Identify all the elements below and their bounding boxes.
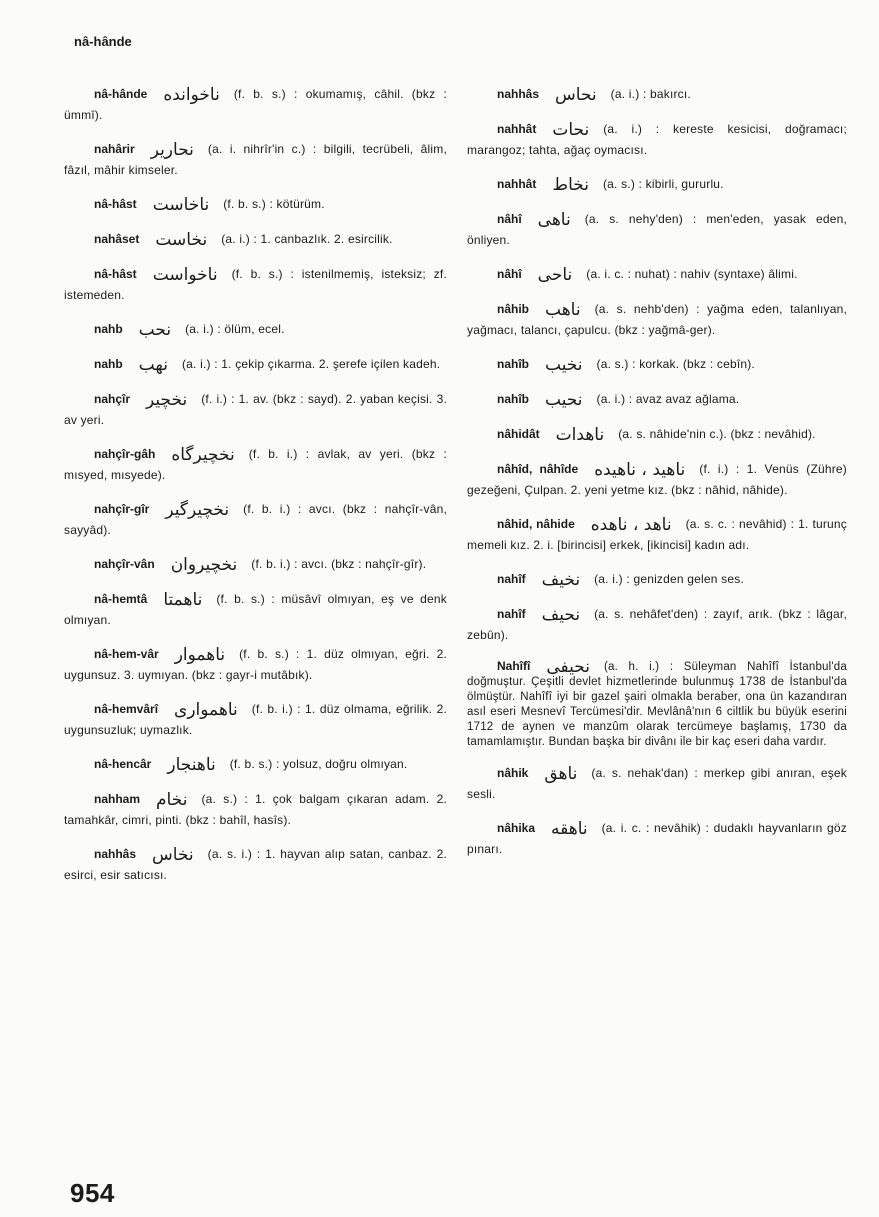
entry-definition: (a. s. nehâfet'den) : zayıf, arık. (bkz : lâgar, zebûn). (467, 607, 847, 642)
entry-definition: (a. s. c. : nevâhid) : 1. turunç memeli kız. 2. i. [birincisi] erkek, [ikincisi] kadın adı. (467, 517, 847, 552)
entry-definition: (a. i.) : bakırcı. (610, 87, 691, 101)
entry-headword: Nahîfî (497, 659, 531, 673)
dictionary-entry (467, 569, 847, 590)
entry-definition: (a. i.) : kereste kesicisi, doğramacı; marangoz; tahta, ağaç oymacısı. (467, 122, 847, 157)
entry-headword: nâ-hânde (94, 87, 148, 101)
entry-definition: (a. s. nâhide'nin c.). (bkz : nevâhid). (618, 427, 816, 441)
dictionary-entry (467, 354, 847, 375)
entry-arabic-script: ناهی (537, 210, 571, 230)
dictionary-entry (64, 554, 447, 575)
entry-headword: nahîb (497, 357, 529, 371)
entry-headword: nahârir (94, 142, 135, 156)
dictionary-entry (467, 818, 847, 859)
dictionary-entry (467, 424, 847, 445)
entry-arabic-script: ناهمتا (163, 590, 203, 610)
entry-headword: nâ-hâst (94, 197, 137, 211)
entry-definition: (f. i.) : 1. av. (bkz : sayd). 2. yaban keçisi. 3. av yeri. (64, 392, 447, 427)
dictionary-entry (467, 459, 847, 500)
entry-arabic-script: نحاس (555, 85, 597, 105)
dictionary-entry (467, 659, 847, 749)
dictionary-entry (467, 174, 847, 195)
entry-definition: (a. i.) : avaz avaz ağlama. (596, 392, 740, 406)
entry-arabic-script: ناهق (544, 764, 578, 784)
entry-arabic-script: نخاست (155, 230, 208, 250)
entry-headword: nahçîr-gîr (94, 502, 150, 516)
entry-arabic-script: ناهنجار (167, 755, 216, 775)
dictionary-entry (64, 644, 447, 685)
entry-headword: nahhât (497, 177, 537, 191)
dictionary-entry (64, 754, 447, 775)
dictionary-entry (64, 139, 447, 180)
entry-headword: nahîb (497, 392, 529, 406)
right-column (467, 84, 847, 873)
entry-definition: (f. b. s.) : müsâvî olmıyan, eş ve denk olmıyan. (64, 592, 447, 627)
entry-arabic-script: ناحی (537, 265, 573, 285)
left-column (64, 84, 447, 899)
entry-arabic-script: ناهد ، ناهده (590, 515, 672, 535)
entry-headword: nâ-hemvârî (94, 702, 159, 716)
entry-headword: nahçîr-vân (94, 557, 155, 571)
entry-definition: (f. b. i.) : 1. düz olmama, eğrilik. 2. uygunsuzluk; uymazlık. (64, 702, 447, 737)
entry-definition: (f. b. s.) : yolsuz, doğru olmıyan. (229, 757, 408, 771)
entry-headword: nahâset (94, 232, 140, 246)
entry-headword: nahb (94, 357, 123, 371)
entry-definition: (a. s.) : korkak. (bkz : cebîn). (596, 357, 755, 371)
entry-definition: (a. s.) : kibirli, gururlu. (602, 177, 724, 191)
entry-definition: (a. h. i.) : Süleyman Nahîfî İstanbul'da doğmuştur. Çeşitli devlet hizmetlerinde bulunmuş 1738 de İstanbul'da ölmüştür. Nahîfî iyi bir gazel şairi olmakla beraber, ona ün kazandıran asıl eseri Mesnevî Tercümesi'dir. Mevlânâ'nın 6 ciltlik bu büyük eserini 1712 de aynen ve manzûm olarak tercümeye başlamış, 1730 da tamamlamıştır. Bundan başka bir divânı ile bir kaç eseri daha vardır. (467, 661, 847, 748)
dictionary-entry (64, 229, 447, 250)
entry-headword: nâhid, nâhide (497, 517, 575, 531)
entry-headword: nahhâs (497, 87, 540, 101)
entry-arabic-script: ناخاست (152, 195, 210, 215)
dictionary-entry (64, 389, 447, 430)
entry-arabic-script: نخیف (541, 570, 581, 590)
entry-arabic-script: نخچیرگیر (165, 500, 230, 520)
entry-arabic-script: ناخواست (152, 265, 218, 285)
entry-headword: nâhî (497, 212, 522, 226)
dictionary-entry (64, 194, 447, 215)
dictionary-entry (64, 589, 447, 630)
entry-definition: (f. b. s.) : 1. düz olmıyan, eğri. 2. uygunsuz. 3. uymıyan. (bkz : gayr-i mutâbık). (64, 647, 447, 682)
dictionary-entry (467, 299, 847, 340)
entry-arabic-script: نحارير (150, 140, 194, 160)
entry-arabic-script: نخچیرگاه (171, 445, 235, 465)
entry-headword: nahhâs (94, 847, 137, 861)
entry-definition: (a. i. nihrîr'in c.) : bilgili, tecrübeli, âlim, fâzıl, mâhir kimseler. (64, 142, 447, 177)
dictionary-entry (64, 499, 447, 540)
entry-definition: (f. b. s.) : kötürüm. (223, 197, 325, 211)
dictionary-entry (64, 319, 447, 340)
entry-arabic-script: ناهموار (174, 645, 226, 665)
entry-definition: (f. b. s.) : istenilmemiş, isteksiz; zf. istemeden. (64, 267, 447, 302)
dictionary-entry (64, 789, 447, 830)
entry-definition: (a. s. i.) : 1. hayvan alıp satan, canbaz. 2. esirci, esir satıcısı. (64, 847, 447, 882)
dictionary-entry (467, 84, 847, 105)
dictionary-entry (467, 604, 847, 645)
dictionary-entry (64, 699, 447, 740)
entry-headword: nahham (94, 792, 141, 806)
entry-definition: (f. b. i.) : avlak, av yeri. (bkz : mısyed, mısyede). (64, 447, 447, 482)
dictionary-entry (467, 763, 847, 804)
entry-headword: nâhidât (497, 427, 540, 441)
entry-arabic-script: ناهید ، ناهیده (594, 460, 686, 480)
dictionary-entry (467, 389, 847, 410)
entry-definition: (f. b. s.) : okumamış, câhil. (bkz : ümmî). (64, 87, 447, 122)
entry-arabic-script: نخاس (152, 845, 194, 865)
entry-definition: (a. i. c. : nuhat) : nahiv (syntaxe) âlimi. (586, 267, 798, 281)
entry-definition: (a. i.) : 1. çekip çıkarma. 2. şerefe içilen kadeh. (181, 357, 441, 371)
entry-definition: (f. b. i.) : avcı. (bkz : nahçîr-gîr). (251, 557, 427, 571)
dictionary-entry (64, 444, 447, 485)
entry-arabic-script: نحب (138, 320, 172, 340)
dictionary-entry (64, 354, 447, 375)
entry-definition: (a. i.) : ölüm, ecel. (185, 322, 285, 336)
entry-arabic-script: نخچیروان (170, 555, 238, 575)
entry-arabic-script: نهب (138, 355, 168, 375)
entry-arabic-script: ناهدات (555, 425, 605, 445)
entry-headword: nahîf (497, 572, 526, 586)
entry-definition: (a. s. nehy'den) : men'eden, yasak eden, önliyen. (467, 212, 847, 247)
entry-definition: (a. s. nehak'dan) : merkep gibi anıran, eşek sesli. (467, 766, 847, 801)
entry-arabic-script: نخیب (545, 355, 583, 375)
entry-headword: nahçîr (94, 392, 131, 406)
entry-arabic-script: نحیفی (546, 657, 590, 677)
entry-headword: nâhib (497, 302, 529, 316)
entry-headword: nahb (94, 322, 123, 336)
dictionary-entry (467, 119, 847, 160)
dictionary-entry (467, 264, 847, 285)
entry-headword: nâ-hencâr (94, 757, 152, 771)
entry-definition: (f. b. i.) : avcı. (bkz : nahçîr-vân, sayyâd). (64, 502, 447, 537)
entry-arabic-script: نخام (156, 790, 188, 810)
entry-definition: (a. i.) : genizden gelen ses. (594, 572, 744, 586)
dictionary-entry (467, 514, 847, 555)
entry-definition: (a. s. nehb'den) : yağma eden, talanlıyan, yağmacı, talancı, çapulcu. (bkz : yağmâ-ger). (467, 302, 847, 337)
entry-arabic-script: ناخوانده (163, 85, 220, 105)
entry-headword: nâhî (497, 267, 522, 281)
dictionary-entry (64, 844, 447, 885)
entry-headword: nahîf (497, 607, 526, 621)
entry-headword: nahçîr-gâh (94, 447, 156, 461)
page-number: 954 (70, 1178, 115, 1208)
entry-arabic-script: ناهقه (551, 819, 588, 839)
entry-definition: (a. s.) : 1. çok balgam çıkaran adam. 2. tamahkâr, cimri, pinti. (bkz : bahîl, hasîs). (64, 792, 447, 827)
entry-headword: nâ-hem-vâr (94, 647, 159, 661)
entry-definition: (f. i.) : 1. Venüs (Zühre) gezeğeni, Çulpan. 2. yeni yetme kız. (bkz : nâhid, nâhide). (467, 462, 848, 497)
running-head: nâ-hânde (74, 34, 132, 49)
entry-arabic-script: نخاط (552, 175, 589, 195)
dictionary-entry (64, 264, 447, 305)
entry-arabic-script: ناهمواری (174, 700, 238, 720)
entry-headword: nâ-hâst (94, 267, 137, 281)
dictionary-entry (64, 84, 447, 125)
entry-arabic-script: نخچیر (146, 390, 188, 410)
entry-headword: nâhika (497, 821, 536, 835)
entry-definition: (a. i.) : 1. canbazlık. 2. esircilik. (221, 232, 393, 246)
entry-headword: nahhât (497, 122, 537, 136)
entry-headword: nâhik (497, 766, 529, 780)
entry-definition: (a. i. c. : nevâhik) : dudaklı hayvanların göz pınarı. (467, 821, 847, 856)
entry-arabic-script: نحات (552, 120, 590, 140)
entry-arabic-script: ناهب (545, 300, 581, 320)
entry-arabic-script: نحیف (541, 605, 581, 625)
dictionary-entry (467, 209, 847, 250)
entry-headword: nâhîd, nâhîde (497, 462, 579, 476)
entry-headword: nâ-hemtâ (94, 592, 148, 606)
entry-arabic-script: نحیب (545, 390, 583, 410)
